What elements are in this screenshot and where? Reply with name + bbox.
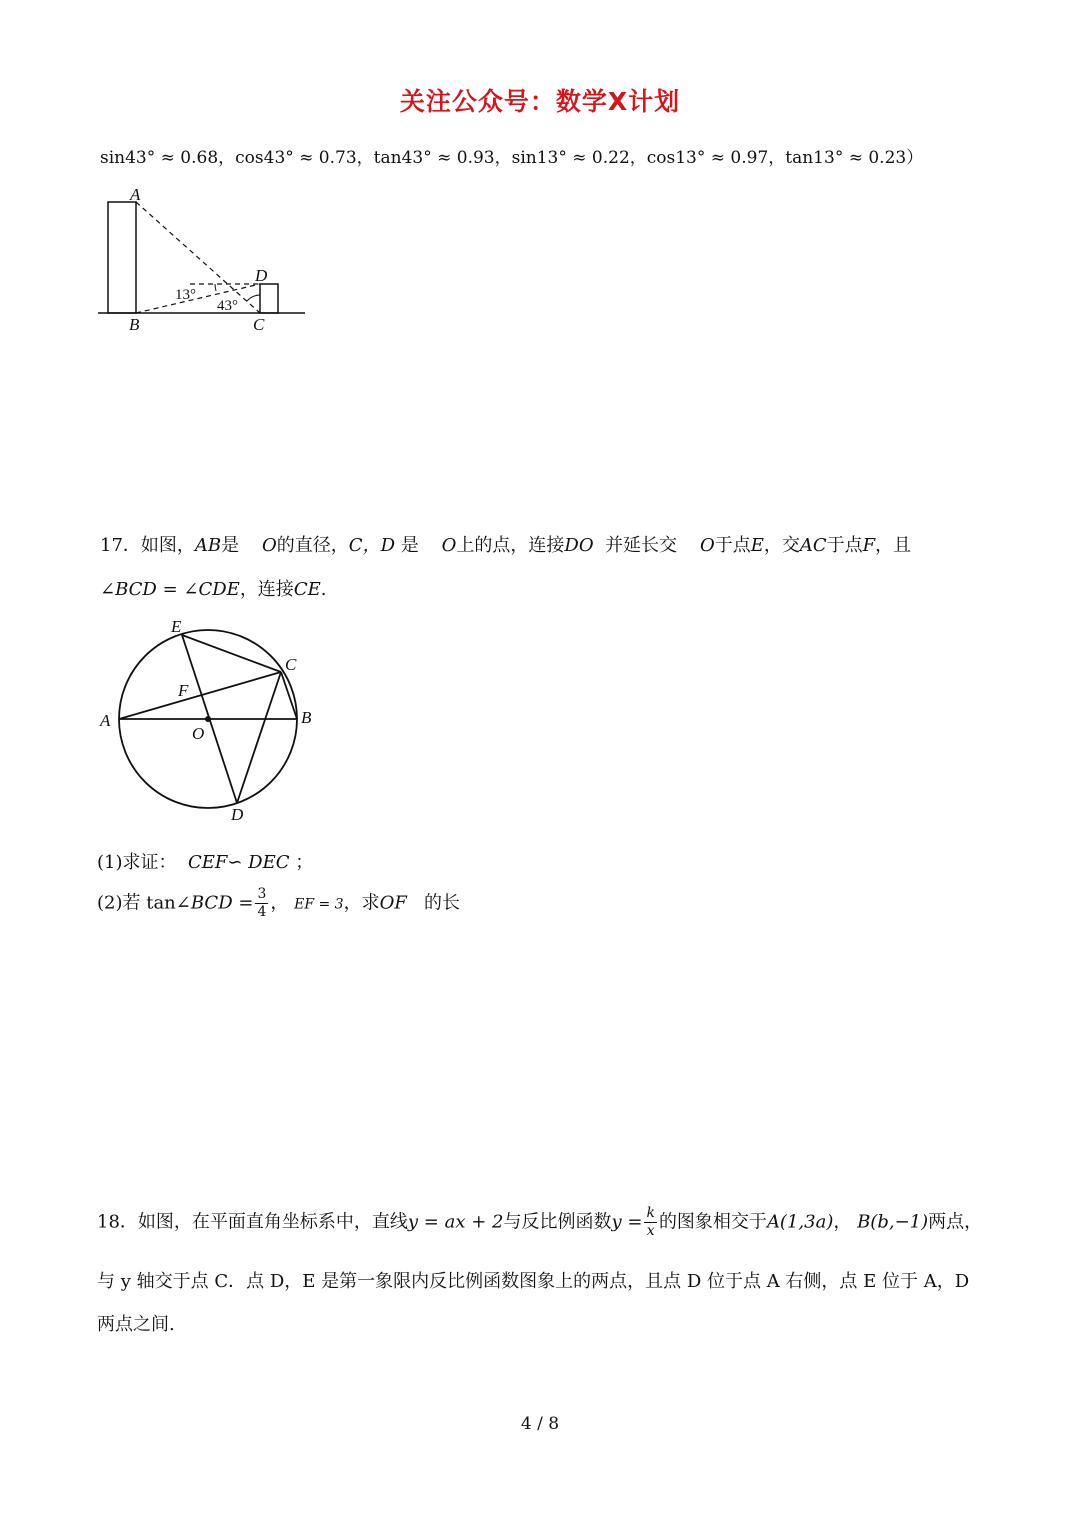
q17-text: 如图， bbox=[140, 535, 195, 556]
figure-17 bbox=[95, 612, 330, 832]
q17-text: 的直径， bbox=[276, 535, 349, 556]
line-bd bbox=[136, 284, 260, 313]
q17-ac: AC bbox=[799, 535, 827, 556]
part1-similarity: CEF∽ DEC bbox=[187, 852, 290, 873]
figure-16 bbox=[95, 182, 310, 342]
q18-point-b: B(b,−1) bbox=[857, 1211, 929, 1233]
part2-ef: EF = 3 bbox=[294, 896, 344, 913]
part2-sep: ， bbox=[270, 892, 289, 914]
q18-text: 的图象相交于 bbox=[658, 1211, 767, 1233]
label-d: D bbox=[255, 266, 268, 285]
part1-end: ； bbox=[295, 852, 314, 873]
q18-number: 18． bbox=[97, 1211, 138, 1233]
label-e: E bbox=[171, 617, 182, 636]
label-b: B bbox=[301, 708, 312, 727]
building-cd bbox=[260, 284, 278, 313]
line-cd bbox=[237, 672, 281, 803]
header-title: 关注公众号：数学X计划 bbox=[399, 87, 681, 116]
fraction-3-4 bbox=[255, 886, 268, 921]
fraction-denominator: x bbox=[646, 1223, 655, 1239]
label-c: C bbox=[285, 655, 297, 674]
q17-text: . bbox=[320, 579, 327, 600]
q17-text: ，交 bbox=[763, 535, 800, 556]
label-a: A bbox=[100, 711, 111, 730]
q17-e: E bbox=[750, 535, 764, 556]
label-f: F bbox=[178, 681, 189, 700]
q18-text: 两点， bbox=[928, 1211, 983, 1233]
q17-number: 17． bbox=[100, 535, 141, 556]
line-ec bbox=[182, 635, 281, 672]
q17-text: 上的点，连接 bbox=[456, 535, 565, 556]
q18-line1 bbox=[97, 1205, 982, 1240]
label-a: A bbox=[130, 185, 141, 204]
angle-43-label: 43° bbox=[217, 298, 238, 314]
q17-f: F bbox=[862, 535, 876, 556]
q17-do: DO bbox=[564, 535, 594, 556]
label-d: D bbox=[231, 805, 244, 824]
part2-end: 的长 bbox=[424, 892, 460, 914]
angle-arc-43 bbox=[247, 295, 260, 301]
q17-part1 bbox=[97, 848, 313, 874]
q17-angle-eq: ∠BCD = ∠CDE bbox=[100, 579, 240, 600]
q18-line-eq: y = ax + 2 bbox=[407, 1211, 504, 1233]
q18-line2: 与 y 轴交于点 C．点 D，E 是第一象限内反比例函数图象上的两点，且点 D 位于点 A 右侧，点 E 位于 A，D bbox=[97, 1271, 970, 1292]
center-point bbox=[205, 716, 211, 722]
q17-text: 并延长交 bbox=[605, 535, 678, 556]
label-o: O bbox=[192, 724, 205, 743]
q17-line1 bbox=[100, 531, 911, 557]
q17-cd: C，D bbox=[348, 535, 396, 556]
q18-line3: 两点之间. bbox=[97, 1314, 175, 1335]
q17-o: O bbox=[441, 535, 457, 556]
q18-point-a: A(1,3a) bbox=[766, 1211, 834, 1233]
q17-text: 于点 bbox=[714, 535, 751, 556]
fraction-denominator: 4 bbox=[257, 904, 267, 920]
angle-arc-13 bbox=[215, 284, 216, 291]
building-ab bbox=[108, 202, 136, 313]
part2-angle: ∠BCD = bbox=[175, 892, 254, 914]
q17-ce: CE bbox=[293, 579, 321, 600]
line-ac bbox=[119, 672, 281, 719]
fraction-numerator: 3 bbox=[257, 886, 267, 902]
q17-text: ，连接 bbox=[239, 579, 294, 600]
page-number: 4 / 8 bbox=[520, 1414, 560, 1434]
q17-ab: AB bbox=[194, 535, 222, 556]
q17-line2 bbox=[100, 575, 326, 601]
q17-o: O bbox=[262, 535, 277, 556]
q17-text: 是 bbox=[400, 535, 419, 556]
q18-text: ， bbox=[833, 1211, 852, 1233]
q17-text: 是 bbox=[221, 535, 240, 556]
fraction-numerator: k bbox=[646, 1205, 655, 1221]
part1-label: (1)求证： bbox=[97, 852, 177, 873]
label-b: B bbox=[129, 315, 140, 334]
part2-label: (2)若 tan bbox=[97, 892, 176, 914]
q17-o: O bbox=[699, 535, 715, 556]
q17-text: 于点 bbox=[826, 535, 863, 556]
q17-text: ，且 bbox=[875, 535, 912, 556]
angle-13-label: 13° bbox=[175, 287, 196, 303]
q17-part2 bbox=[97, 886, 460, 921]
trig-values-line: sin43° ≈ 0.68，cos43° ≈ 0.73，tan43° ≈ 0.93，sin13° ≈ 0.22，cos13° ≈ 0.97，tan13° ≈ 0.23） bbox=[100, 148, 924, 168]
fraction-k-x bbox=[644, 1205, 656, 1240]
part2-of: OF bbox=[379, 892, 407, 914]
q18-y-eq: y = bbox=[611, 1211, 643, 1233]
q18-text: 如图，在平面直角坐标系中，直线 bbox=[137, 1211, 408, 1233]
q18-text: 与反比例函数 bbox=[503, 1211, 612, 1233]
part2-ask: ，求 bbox=[343, 892, 380, 914]
label-c: C bbox=[253, 315, 265, 334]
line-ac bbox=[136, 202, 260, 313]
